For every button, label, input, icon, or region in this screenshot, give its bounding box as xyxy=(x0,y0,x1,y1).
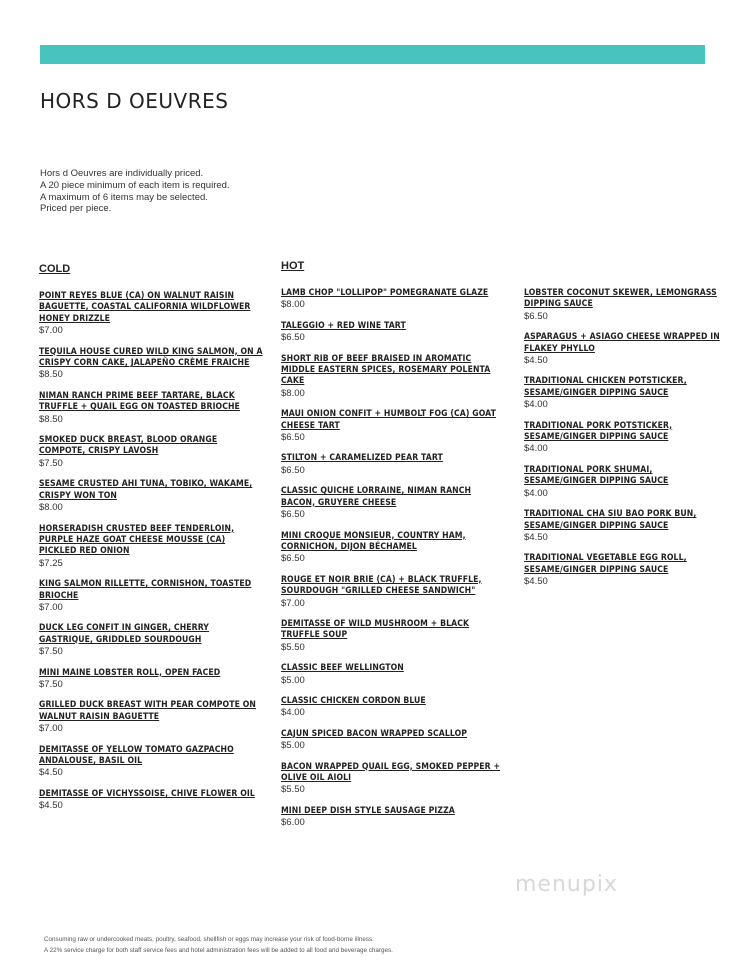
menu-item xyxy=(39,579,264,613)
menu-item xyxy=(524,509,724,543)
menu-item-name: TRADITIONAL PORK POTSTICKER, SESAME/GINGER DIPPING SAUCE xyxy=(524,420,673,443)
menu-item-name: LOBSTER COCONUT SKEWER, LEMONGRASS DIPPING SAUCE xyxy=(524,288,717,310)
hot-heading: HOT xyxy=(281,260,305,272)
menu-item-name: LAMB CHOP "LOLLIPOP" POMEGRANATE GLAZE xyxy=(281,288,489,298)
menu-item-price: $4.00 xyxy=(524,399,548,411)
menu-item-name: HORSERADISH CRUSTED BEEF TENDERLOIN, PURPLE HAZE GOAT CHEESE MOUSSE (CA) PICKLED RED ONION xyxy=(39,523,235,557)
menu-item xyxy=(281,806,506,829)
menu-item-price: $8.00 xyxy=(281,299,305,311)
menu-item-price: $7.50 xyxy=(39,646,63,658)
menu-item xyxy=(281,486,506,520)
menu-item-price: $5.00 xyxy=(281,740,305,752)
menu-item xyxy=(524,421,724,455)
menu-item xyxy=(39,435,264,469)
menu-item-name: MINI MAINE LOBSTER ROLL, OPEN FACED xyxy=(39,667,221,678)
menu-item xyxy=(281,696,506,719)
menu-item xyxy=(281,619,506,653)
page-title: HORS D OEUVRES xyxy=(40,89,229,114)
menu-item-name: BACON WRAPPED QUAIL EGG, SMOKED PEPPER + OLIVE OIL AIOLI xyxy=(281,761,501,783)
menu-item xyxy=(39,789,264,812)
menu-item xyxy=(39,347,264,381)
menu-item-name: STILTON + CARAMELIZED PEAR TART xyxy=(281,453,443,464)
footer-notes xyxy=(44,934,393,956)
menu-item xyxy=(281,288,506,311)
menu-item-name: GRILLED DUCK BREAST WITH PEAR COMPOTE ON WALNUT RAISIN BAGUETTE xyxy=(39,700,256,722)
menu-item-name: TRADITIONAL CHA SIU BAO PORK BUN, SESAME/GINGER DIPPING SAUCE xyxy=(524,509,697,531)
menu-item-price: $5.00 xyxy=(281,674,305,686)
menu-item xyxy=(39,668,264,691)
menu-item-name: CAJUN SPICED BACON WRAPPED SCALLOP xyxy=(281,728,468,739)
menu-item xyxy=(281,354,506,400)
menu-item-name: TRADITIONAL CHICKEN POTSTICKER, SESAME/GINGER DIPPING SAUCE xyxy=(524,376,687,398)
menu-item-name: MAUI ONION CONFIT + HUMBOLT FOG (CA) GOAT CHEESE TART xyxy=(281,409,496,431)
menu-item-name: MINI CROQUE MONSIEUR, COUNTRY HAM, CORNICHON, DIJON BÉCHAMEL xyxy=(281,530,466,552)
menu-item xyxy=(524,553,724,587)
menu-item xyxy=(281,409,506,443)
menu-item-price: $7.50 xyxy=(39,457,63,469)
menu-item xyxy=(281,453,506,476)
watermark-logo: menupix xyxy=(515,872,618,897)
menu-item-price: $5.50 xyxy=(281,641,305,653)
menu-item xyxy=(281,663,506,686)
menu-item-price: $6.50 xyxy=(281,509,305,521)
menu-item-price: $7.00 xyxy=(39,325,63,337)
intro-line: A maximum of 6 items may be selected. xyxy=(40,191,208,203)
intro-line: A 20 piece minimum of each item is required. xyxy=(40,179,230,191)
menu-item xyxy=(524,465,724,499)
menu-item-name: ROUGE ET NOIR BRIE (CA) + BLACK TRUFFLE, SOURDOUGH "GRILLED CHEESE SANDWICH" xyxy=(281,574,482,597)
menu-item-name: CLASSIC BEEF WELLINGTON xyxy=(281,663,404,674)
menu-item xyxy=(39,479,264,513)
menu-item xyxy=(281,575,506,609)
menu-item-price: $8.00 xyxy=(281,387,305,399)
menu-item xyxy=(39,700,264,734)
menu-item-price: $4.50 xyxy=(524,576,548,588)
menu-item-name: ASPARAGUS + ASIAGO CHEESE WRAPPED IN FLAKEY PHYLLO xyxy=(524,332,720,354)
menu-item-name: SMOKED DUCK BREAST, BLOOD ORANGE COMPOTE, CRISPY LAVOSH xyxy=(39,435,218,457)
menu-item-name: TRADITIONAL PORK SHUMAI, SESAME/GINGER DIPPING SAUCE xyxy=(524,464,669,487)
menu-item-price: $7.50 xyxy=(39,678,63,690)
menu-item-price: $4.50 xyxy=(39,800,63,812)
menu-item xyxy=(39,745,264,779)
menu-item xyxy=(281,531,506,565)
third-column xyxy=(524,288,724,598)
menu-item-name: KING SALMON RILLETTE, CORNISHON, TOASTED BRIOCHE xyxy=(39,579,252,601)
menu-item-price: $5.50 xyxy=(281,784,305,796)
menu-item-name: DEMITASSE OF WILD MUSHROOM + BLACK TRUFFLE SOUP xyxy=(281,618,470,641)
menu-item-name: SESAME CRUSTED AHI TUNA, TOBIKO, WAKAME, CRISPY WON TON xyxy=(39,479,253,501)
cold-column xyxy=(39,263,264,822)
menu-item-name: TEQUILA HOUSE CURED WILD KING SALMON, ON A CRISPY CORN CAKE, JALAPEÑO CRÈME FRAICHE xyxy=(39,346,263,369)
menu-item-price: $6.50 xyxy=(281,332,305,344)
menu-item xyxy=(281,321,506,344)
menu-item xyxy=(524,376,724,410)
menu-item-price: $7.25 xyxy=(39,557,63,569)
menu-item-price: $6.00 xyxy=(281,817,305,829)
menu-item-price: $4.00 xyxy=(524,487,548,499)
menu-item-name: DEMITASSE OF YELLOW TOMATO GAZPACHO ANDALOUSE, BASIL OIL xyxy=(39,744,234,766)
menu-item-price: $6.50 xyxy=(524,310,548,322)
menu-item-name: CLASSIC QUICHE LORRAINE, NIMAN RANCH BACON, GRUYERE CHEESE xyxy=(281,486,472,508)
menu-item-name: POINT REYES BLUE (CA) ON WALNUT RAISIN BAGUETTE, COASTAL CALIFORNIA WILDFLOWER HONEY DRIZZLE xyxy=(39,291,251,324)
menu-item-price: $4.00 xyxy=(524,443,548,455)
menu-item xyxy=(281,729,506,752)
menu-item xyxy=(39,524,264,570)
footer-line: Consuming raw or undercooked meats, poultry, seafood, shellfish or eggs may increase your risk of food-borne illness. xyxy=(44,936,374,943)
accent-bar xyxy=(40,45,705,64)
menu-item-price: $6.50 xyxy=(281,464,305,476)
menu-item-price: $4.50 xyxy=(39,767,63,779)
menu-item-price: $6.50 xyxy=(281,553,305,565)
menu-item xyxy=(39,291,264,337)
menu-item-price: $4.50 xyxy=(524,531,548,543)
intro-notes xyxy=(40,168,230,215)
menu-item-price: $4.50 xyxy=(524,355,548,367)
menu-item-name: TALEGGIO + RED WINE TART xyxy=(281,320,406,331)
cold-heading: COLD xyxy=(39,263,71,275)
menu-item-price: $7.00 xyxy=(39,723,63,735)
footer-line: A 22% service charge for both staff service fees and hotel administration fees will be added to all food and beverage charges. xyxy=(44,947,393,954)
intro-line: Hors d Oeuvres are individually priced. xyxy=(40,168,204,179)
menu-item-price: $8.50 xyxy=(39,369,63,381)
menu-item-name: SHORT RIB OF BEEF BRAISED IN AROMATIC MIDDLE EASTERN SPICES, ROSEMARY POLENTA CAKE xyxy=(281,353,491,387)
menu-item-name: CLASSIC CHICKEN CORDON BLUE xyxy=(281,695,426,706)
hot-column xyxy=(281,260,506,839)
menu-item xyxy=(39,623,264,657)
menu-item xyxy=(524,332,724,366)
menu-item-name: DEMITASSE OF VICHYSSOISE, CHIVE FLOWER OIL xyxy=(39,788,255,799)
menu-item xyxy=(281,762,506,796)
menu-item-price: $8.00 xyxy=(39,502,63,514)
menu-item-name: DUCK LEG CONFIT IN GINGER, CHERRY GASTRIQUE, GRIDDLED SOURDOUGH xyxy=(39,623,209,645)
menu-item xyxy=(39,391,264,425)
menu-item-price: $8.50 xyxy=(39,413,63,425)
menu-item-price: $4.00 xyxy=(281,707,305,719)
menu-item xyxy=(524,288,724,322)
intro-line: Priced per piece. xyxy=(40,203,112,215)
menu-item-price: $7.00 xyxy=(281,597,305,609)
menu-item-name: NIMAN RANCH PRIME BEEF TARTARE, BLACK TRUFFLE + QUAIL EGG ON TOASTED BRIOCHE xyxy=(39,390,240,413)
menu-item-price: $7.00 xyxy=(39,601,63,613)
menu-item-name: TRADITIONAL VEGETABLE EGG ROLL, SESAME/GINGER DIPPING SAUCE xyxy=(524,553,687,575)
menu-item-price: $6.50 xyxy=(281,432,305,444)
menu-item-name: MINI DEEP DISH STYLE SAUSAGE PIZZA xyxy=(281,805,455,816)
